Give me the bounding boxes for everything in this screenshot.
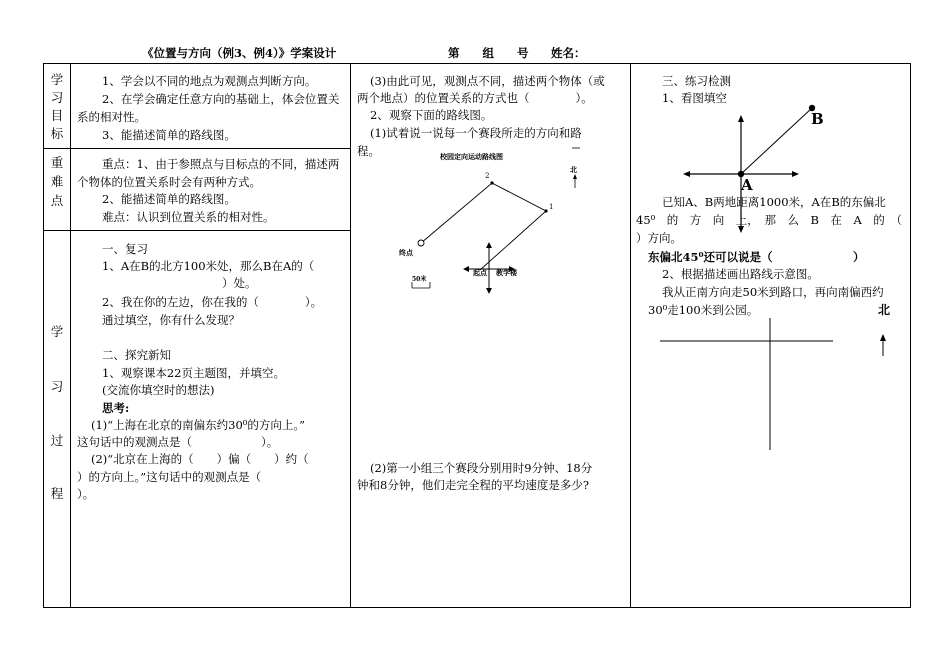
teaching-building-label: 教学楼 xyxy=(496,268,517,277)
student-name-field: 姓名： xyxy=(551,46,586,60)
page-title: 《位置与方向（例3、例4）》学案设计 xyxy=(142,46,337,60)
route-map-north-label: 北 xyxy=(570,165,577,174)
checkpoint-2-label: 2 xyxy=(485,172,490,180)
review-heading: 一、复习 xyxy=(102,242,148,256)
route-map-title: 校园定向运动路线图 xyxy=(440,152,503,161)
start-point-label: 起点 xyxy=(473,268,487,277)
point-b-label: B xyxy=(811,110,824,128)
scale-label: 50米 xyxy=(412,276,427,283)
drawing-north-label: 北 xyxy=(878,303,891,317)
explore-heading: 二、探究新知 xyxy=(102,348,171,362)
think-heading: 思考: xyxy=(102,401,130,415)
practice-heading: 三、练习检测 xyxy=(662,74,731,88)
group-number-field: 第 组 号 xyxy=(448,46,529,60)
point-a-label: A xyxy=(741,176,753,194)
checkpoint-1-label: 1 xyxy=(549,203,554,211)
end-point-label: 终点 xyxy=(399,248,413,257)
